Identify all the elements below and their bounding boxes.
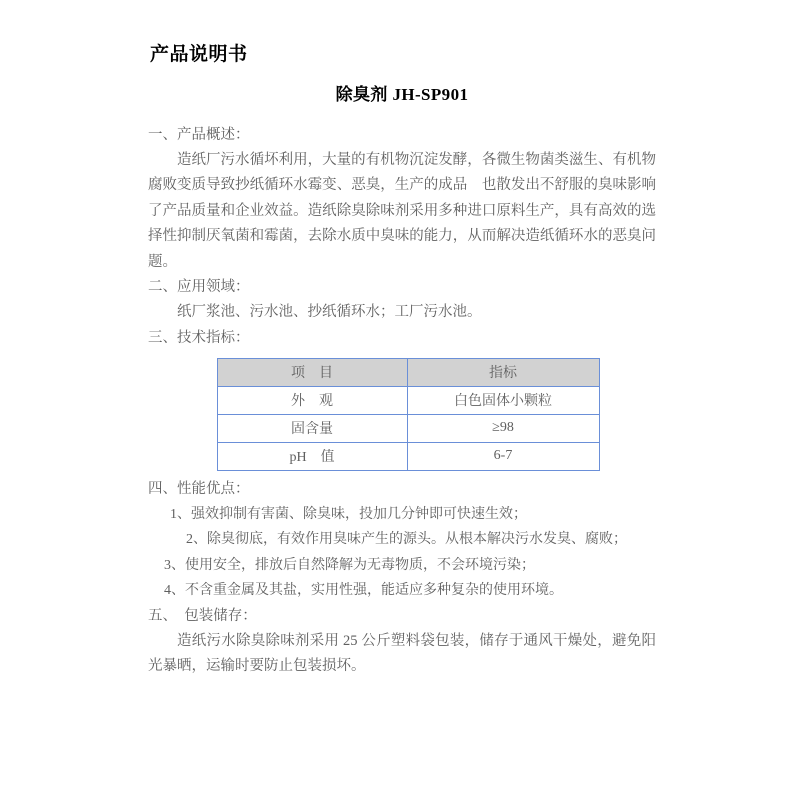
table-cell-value-ph: 6-7 <box>407 442 599 470</box>
feature-item-1: 1、强效抑制有害菌、除臭味，投加几分钟即可快速生效； <box>170 506 527 522</box>
table-cell-value-solid-content: ≥98 <box>407 414 599 442</box>
product-title: 除臭剂 JH-SP901 <box>335 84 469 104</box>
table-cell-value-appearance: 白色固体小颗粒 <box>407 386 599 414</box>
table-header-cell-index: 指标 <box>407 358 599 386</box>
feature-item-4: 4、不含重金属及其盐，实用性强，能适应多种复杂的使用环境。 <box>164 583 563 599</box>
table-row <box>217 386 599 414</box>
section-heading-features: 四、性能优点： <box>148 480 250 497</box>
table-cell-item-appearance: 外 观 <box>217 386 407 414</box>
page-title: 产品说明书 <box>150 44 248 65</box>
table-cell-item-ph: pH 值 <box>217 442 407 470</box>
section-heading-application: 二、应用领域： <box>148 279 250 296</box>
table-header-cell-item: 项 目 <box>217 358 407 386</box>
table-cell-item-solid-content: 固含量 <box>217 414 407 442</box>
spec-table <box>217 358 600 471</box>
feature-item-2: 2、除臭彻底，有效作用臭味产生的源头。从根本解决污水发臭、腐败； <box>186 532 627 548</box>
section-heading-packaging: 五、 包装储存： <box>148 607 257 624</box>
section-heading-overview: 一、产品概述： <box>148 126 250 143</box>
section-body-packaging: 造纸污水除臭除味剂采用 25 公斤塑料袋包装，储存于通风干燥处，避免阳光暴晒，运输时要防止包装损坏。 <box>148 632 656 675</box>
document-content <box>148 44 656 680</box>
section-body-overview: 造纸厂污水循坏利用，大量的有机物沉淀发酵，各微生物菌类滋生、有机物腐败变质导致抄纸循环水霉变、恶臭，生产的成品 也散发出不舒服的臭味影响了产品质量和企业效益。造纸除臭除味剂采用多种进口原料生产，具有高效的选择性抑制厌氧菌和霉菌，去除水质中臭味的能力，从而解决造纸循环水的恶臭问题。 <box>148 151 656 270</box>
table-row <box>217 442 599 470</box>
table-row <box>217 414 599 442</box>
spec-table-wrapper <box>148 358 656 471</box>
table-header-row <box>217 358 599 386</box>
feature-item-3: 3、使用安全，排放后自然降解为无毒物质，不会环境污染； <box>164 557 535 573</box>
section-heading-specs: 三、技术指标： <box>148 329 250 346</box>
section-body-application: 纸厂浆池、污水池、抄纸循环水；工厂污水池。 <box>177 304 482 321</box>
